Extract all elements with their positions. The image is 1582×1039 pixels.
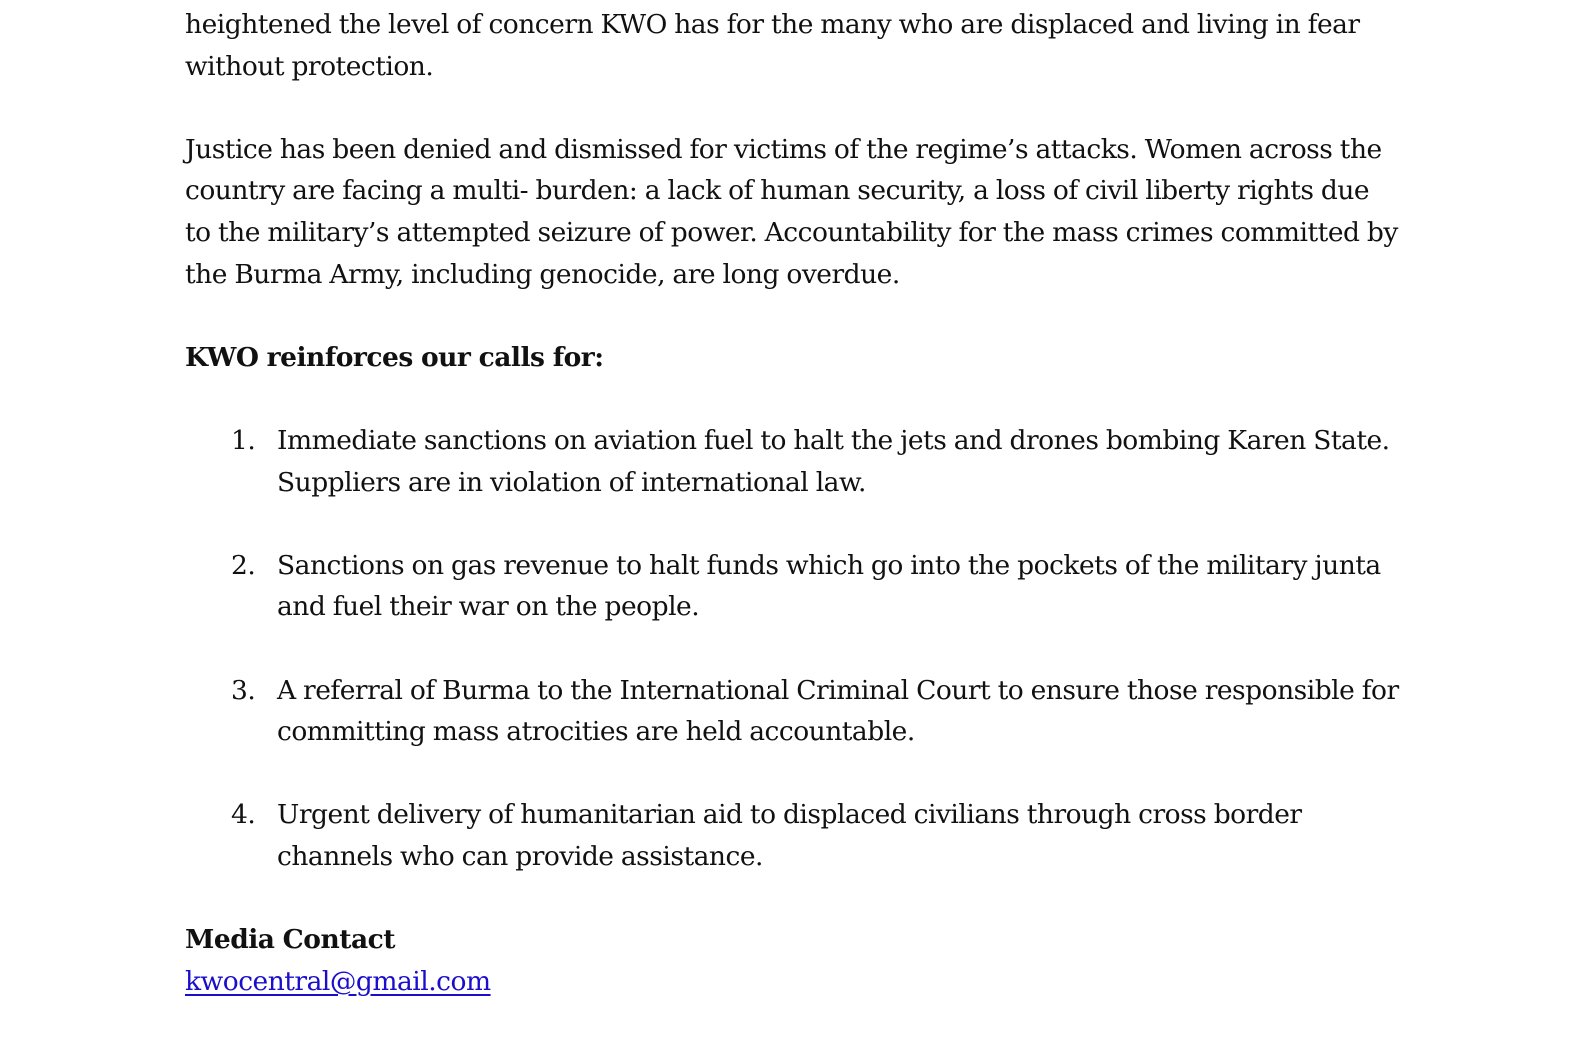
list-item-number: 3.	[231, 674, 256, 706]
intro-paragraph: heightened the level of concern KWO has for the many who are displaced and living in fear without protection.	[185, 9, 1360, 82]
document-page	[185, 4, 1400, 1002]
list-item	[185, 794, 1400, 877]
calls-list	[185, 420, 1400, 878]
list-item-text: Sanctions on gas revenue to halt funds which go into the pockets of the military junta and fuel their war on the people.	[277, 549, 1381, 623]
media-contact	[185, 919, 1400, 1002]
list-item	[185, 670, 1400, 753]
media-contact-title: Media Contact	[185, 924, 396, 956]
media-contact-email-link[interactable]: kwocentral@gmail.com	[185, 965, 491, 997]
list-item-text: Immediate sanctions on aviation fuel to halt the jets and drones bombing Karen State. Suppliers are in violation of international law.	[277, 424, 1390, 498]
list-item-text: Urgent delivery of humanitarian aid to displaced civilians through cross border channels who can provide assistance.	[277, 799, 1302, 872]
list-item-number: 4.	[231, 799, 256, 831]
calls-heading: KWO reinforces our calls for:	[185, 341, 604, 373]
list-item	[185, 420, 1400, 503]
list-item-text: A referral of Burma to the International Criminal Court to ensure those responsible for committing mass atrocities are held accountable.	[277, 674, 1399, 748]
justice-paragraph: Justice has been denied and dismissed for victims of the regime’s attacks. Women across the country are facing a multi- burden: a lack of human security, a loss of civil liberty rights due to the military’s attempted seizure of power. Accountability for the mass crimes committed by the Burma Army, including genocide, are long overdue.	[185, 133, 1398, 290]
list-item	[185, 545, 1400, 628]
list-item-number: 1.	[231, 424, 256, 456]
list-item-number: 2.	[231, 549, 256, 581]
